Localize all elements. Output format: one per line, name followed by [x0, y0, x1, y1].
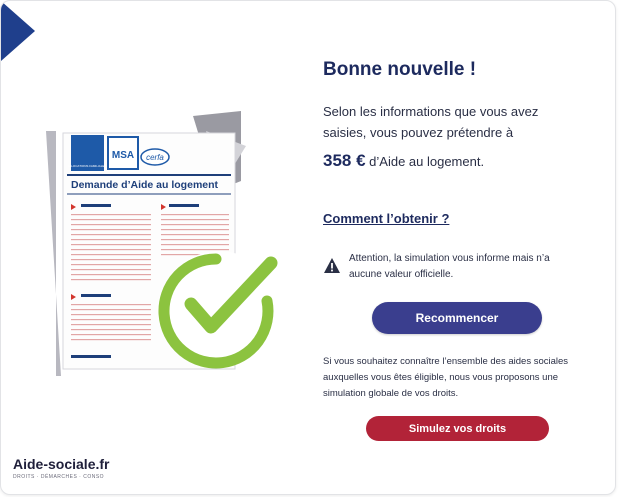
badge-caf: ALLOCATIONS FAMILIALES	[67, 164, 107, 168]
global-simulation-info: Si vous souhaitez connaître l’ensemble des aides sociales auxquelles vous êtes éligible, nous vous proposons une simulation globale de vos droits.	[323, 356, 569, 399]
result-intro: Selon les informations que vous avez saisies, vous pouvez prétendre à	[323, 104, 539, 140]
logo-tagline: DROITS · DÉMARCHES · CONSO	[13, 474, 105, 480]
restart-button[interactable]: Recommencer	[372, 302, 542, 334]
warning-notice	[323, 251, 578, 283]
badge-msa: MSA	[111, 150, 135, 161]
amount-line	[323, 151, 484, 171]
site-logo[interactable]	[13, 456, 109, 480]
logo-name: Aide-sociale.fr	[13, 456, 110, 472]
how-to-obtain-link[interactable]: Comment l’obtenir ?	[323, 211, 450, 226]
form-title: Demande d’Aide au logement	[71, 179, 219, 191]
amount-suffix: d’Aide au logement.	[365, 154, 485, 169]
warning-icon	[323, 257, 341, 275]
document-illustration	[41, 111, 291, 381]
simulate-rights-button[interactable]: Simulez vos droits	[366, 416, 549, 441]
result-title: Bonne nouvelle !	[323, 59, 477, 80]
aid-amount: 358 €	[323, 151, 366, 170]
badge-cerfa: cerfa	[146, 153, 164, 162]
corner-accent	[1, 1, 35, 61]
warning-text: Attention, la simulation vous informe mais n’a aucune valeur officielle.	[349, 253, 550, 280]
